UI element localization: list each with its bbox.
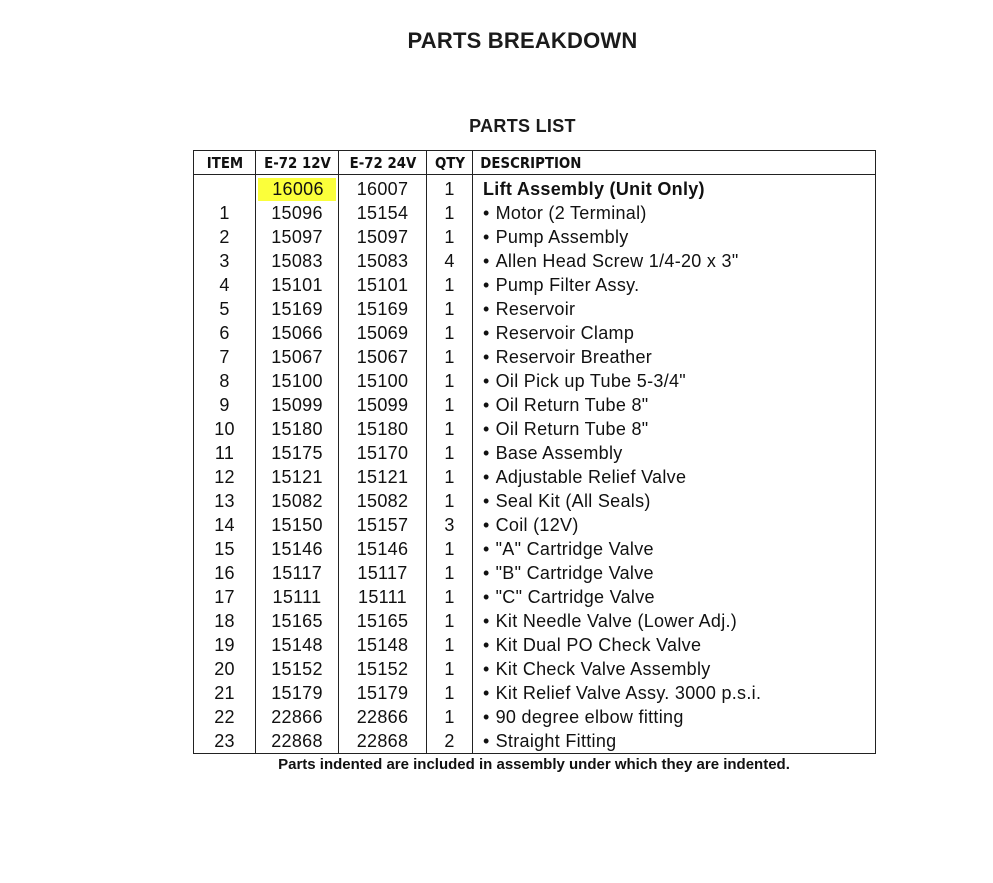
- quantity: 1: [427, 417, 473, 441]
- quantity: 1: [427, 393, 473, 417]
- item-number: 14: [194, 513, 256, 537]
- item-number: 20: [194, 657, 256, 681]
- item-number: 17: [194, 585, 256, 609]
- bullet-icon: •: [483, 730, 490, 751]
- quantity: 1: [427, 681, 473, 705]
- part-number-24v: 15152: [339, 657, 427, 681]
- part-number-12v: [256, 465, 339, 489]
- item-number: 12: [194, 465, 256, 489]
- quantity: 1: [427, 175, 473, 202]
- item-number: 8: [194, 369, 256, 393]
- bullet-icon: •: [483, 634, 490, 655]
- description-text: Motor (2 Terminal): [495, 202, 647, 223]
- parts-table-body: [194, 175, 876, 754]
- part-number-24v: 15067: [339, 345, 427, 369]
- description: [473, 489, 876, 513]
- bullet-icon: •: [483, 274, 490, 295]
- description: [473, 417, 876, 441]
- part-number-12v-value: 15111: [272, 586, 322, 607]
- quantity: 3: [427, 513, 473, 537]
- part-number-24v: 15180: [339, 417, 427, 441]
- bullet-icon: •: [483, 346, 490, 367]
- part-number-12v-value: 15100: [271, 370, 323, 391]
- bullet-icon: •: [483, 322, 490, 343]
- quantity: 2: [427, 729, 473, 754]
- part-number-12v-value: 22868: [271, 730, 323, 751]
- table-row: [194, 561, 876, 585]
- description-text: Coil (12V): [495, 514, 579, 535]
- part-number-12v-value: 15082: [271, 490, 323, 511]
- part-number-24v: 15083: [339, 249, 427, 273]
- part-number-24v: 15148: [339, 633, 427, 657]
- part-number-24v: 15101: [339, 273, 427, 297]
- table-row: [194, 393, 876, 417]
- part-number-24v: 15121: [339, 465, 427, 489]
- part-number-12v: [256, 225, 339, 249]
- part-number-12v: [256, 585, 339, 609]
- description: [473, 681, 876, 705]
- part-number-12v: [256, 417, 339, 441]
- item-number: 23: [194, 729, 256, 754]
- item-number: 13: [194, 489, 256, 513]
- part-number-12v-value: 15165: [271, 610, 323, 631]
- bullet-icon: •: [483, 610, 490, 631]
- part-number-12v: [256, 249, 339, 273]
- part-number-12v-value: 15101: [271, 274, 323, 295]
- description-text: Seal Kit (All Seals): [495, 490, 651, 511]
- table-row: [194, 609, 876, 633]
- part-number-24v: 15157: [339, 513, 427, 537]
- quantity: 4: [427, 249, 473, 273]
- table-row: [194, 657, 876, 681]
- table-row: [194, 633, 876, 657]
- quantity: 1: [427, 369, 473, 393]
- part-number-12v-value: 15099: [271, 394, 323, 415]
- description: [473, 321, 876, 345]
- description-text: Kit Check Valve Assembly: [495, 658, 711, 679]
- description: [473, 201, 876, 225]
- part-number-12v: [256, 369, 339, 393]
- description-text: Lift Assembly (Unit Only): [483, 178, 705, 199]
- header-item: ITEM: [198, 151, 251, 175]
- item-number: [194, 175, 256, 202]
- part-number-24v: 15097: [339, 225, 427, 249]
- description-text: Reservoir Clamp: [495, 322, 635, 343]
- part-number-24v: 15169: [339, 297, 427, 321]
- part-number-12v: [256, 729, 339, 754]
- quantity: 1: [427, 273, 473, 297]
- footnote: Parts indented are included in assembly under which they are indented.: [278, 756, 790, 773]
- quantity: 1: [427, 225, 473, 249]
- item-number: 16: [194, 561, 256, 585]
- quantity: 1: [427, 465, 473, 489]
- item-number: 1: [194, 201, 256, 225]
- table-row: [194, 417, 876, 441]
- table-row: [194, 175, 876, 202]
- parts-list-title: PARTS LIST: [469, 116, 576, 136]
- item-number: 5: [194, 297, 256, 321]
- description-text: Kit Needle Valve (Lower Adj.): [495, 610, 738, 631]
- item-number: 7: [194, 345, 256, 369]
- description: [473, 369, 876, 393]
- table-row: [194, 705, 876, 729]
- part-number-24v: 15111: [339, 585, 427, 609]
- quantity: 1: [427, 609, 473, 633]
- page-title: PARTS BREAKDOWN: [407, 28, 638, 53]
- part-number-12v: [256, 345, 339, 369]
- description-text: Pump Assembly: [495, 226, 629, 247]
- description: [473, 273, 876, 297]
- part-number-12v: [256, 175, 339, 202]
- quantity: 1: [427, 561, 473, 585]
- item-number: 3: [194, 249, 256, 273]
- table-row: [194, 513, 876, 537]
- part-number-12v-value: 22866: [271, 706, 323, 727]
- description-text: "B" Cartridge Valve: [495, 562, 654, 583]
- bullet-icon: •: [483, 562, 490, 583]
- part-number-24v: 15165: [339, 609, 427, 633]
- table-row: [194, 321, 876, 345]
- table-row: [194, 201, 876, 225]
- parts-table: [193, 150, 876, 754]
- bullet-icon: •: [483, 394, 490, 415]
- description-text: Reservoir: [495, 298, 576, 319]
- description: [473, 441, 876, 465]
- part-number-12v: [256, 537, 339, 561]
- header-description: DESCRIPTION: [473, 151, 820, 175]
- bullet-icon: •: [483, 250, 490, 271]
- item-number: 10: [194, 417, 256, 441]
- part-number-12v: [256, 273, 339, 297]
- part-number-24v: 22866: [339, 705, 427, 729]
- description: [473, 225, 876, 249]
- part-number-12v-value: 15066: [271, 322, 323, 343]
- item-number: 11: [194, 441, 256, 465]
- description-text: Straight Fitting: [495, 730, 617, 751]
- part-number-24v: 15100: [339, 369, 427, 393]
- quantity: 1: [427, 705, 473, 729]
- bullet-icon: •: [483, 202, 490, 223]
- description-text: Base Assembly: [495, 442, 623, 463]
- part-number-24v: 22868: [339, 729, 427, 754]
- bullet-icon: •: [483, 490, 490, 511]
- header-row: [194, 151, 876, 175]
- description: [473, 249, 876, 273]
- bullet-icon: •: [483, 370, 490, 391]
- table-row: [194, 369, 876, 393]
- bullet-icon: •: [483, 418, 490, 439]
- item-number: 21: [194, 681, 256, 705]
- description-text: Reservoir Breather: [495, 346, 653, 367]
- part-number-12v: [256, 657, 339, 681]
- table-row: [194, 225, 876, 249]
- description-text: Kit Relief Valve Assy. 3000 p.s.i.: [495, 682, 762, 703]
- part-number-24v: 15069: [339, 321, 427, 345]
- bullet-icon: •: [483, 514, 490, 535]
- part-number-12v: [256, 201, 339, 225]
- table-row: [194, 345, 876, 369]
- part-number-12v-value: 15146: [271, 538, 323, 559]
- bullet-icon: •: [483, 298, 490, 319]
- description: [473, 561, 876, 585]
- bullet-icon: •: [483, 466, 490, 487]
- part-number-12v: [256, 393, 339, 417]
- table-row: [194, 537, 876, 561]
- part-number-12v-value: 15096: [271, 202, 323, 223]
- table-row: [194, 489, 876, 513]
- quantity: 1: [427, 321, 473, 345]
- part-number-24v: 15179: [339, 681, 427, 705]
- part-number-12v-value: 15067: [271, 346, 323, 367]
- quantity: 1: [427, 657, 473, 681]
- description-text: Adjustable Relief Valve: [495, 466, 687, 487]
- part-number-12v: [256, 633, 339, 657]
- header-e72-12v: E-72 12V: [261, 151, 332, 175]
- description-text: "A" Cartridge Valve: [495, 538, 654, 559]
- description-text: Kit Dual PO Check Valve: [495, 634, 702, 655]
- part-number-12v-value: 15121: [271, 466, 323, 487]
- bullet-icon: •: [483, 538, 490, 559]
- part-number-24v: 15146: [339, 537, 427, 561]
- part-number-12v-value: 15097: [271, 226, 323, 247]
- description-text: 90 degree elbow fitting: [495, 706, 684, 727]
- description-text: Oil Pick up Tube 5-3/4": [495, 370, 686, 391]
- header-qty: QTY: [430, 151, 470, 175]
- part-number-12v: [256, 321, 339, 345]
- description: [473, 729, 876, 754]
- part-number-24v: 15154: [339, 201, 427, 225]
- quantity: 1: [427, 633, 473, 657]
- table-row: [194, 441, 876, 465]
- part-number-12v: [256, 705, 339, 729]
- bullet-icon: •: [483, 442, 490, 463]
- item-number: 15: [194, 537, 256, 561]
- item-number: 19: [194, 633, 256, 657]
- header-e72-24v: E-72 24V: [345, 151, 421, 175]
- description: [473, 609, 876, 633]
- bullet-icon: •: [483, 586, 490, 607]
- quantity: 1: [427, 441, 473, 465]
- quantity: 1: [427, 345, 473, 369]
- part-number-12v: [256, 609, 339, 633]
- description: [473, 297, 876, 321]
- table-row: [194, 681, 876, 705]
- bullet-icon: •: [483, 226, 490, 247]
- table-row: [194, 585, 876, 609]
- description: [473, 633, 876, 657]
- table-row: [194, 465, 876, 489]
- description: [473, 705, 876, 729]
- description: [473, 393, 876, 417]
- description-text: "C" Cartridge Valve: [495, 586, 655, 607]
- item-number: 18: [194, 609, 256, 633]
- part-number-12v-value: 15179: [271, 682, 323, 703]
- part-number-12v-value: 15175: [271, 442, 323, 463]
- description: [473, 465, 876, 489]
- item-number: 4: [194, 273, 256, 297]
- part-number-12v-value: 15083: [271, 250, 323, 271]
- part-number-24v: 16007: [339, 175, 427, 202]
- item-number: 22: [194, 705, 256, 729]
- description: [473, 585, 876, 609]
- description-text: Oil Return Tube 8": [495, 394, 649, 415]
- item-number: 6: [194, 321, 256, 345]
- part-number-12v-value: 15180: [271, 418, 323, 439]
- description: [473, 345, 876, 369]
- part-number-24v: 15082: [339, 489, 427, 513]
- item-number: 2: [194, 225, 256, 249]
- description-text: Allen Head Screw 1/4-20 x 3": [495, 250, 739, 271]
- highlighted-part-number: 16006: [258, 178, 336, 201]
- quantity: 1: [427, 297, 473, 321]
- part-number-12v-value: 15150: [271, 514, 323, 535]
- part-number-12v: [256, 561, 339, 585]
- part-number-24v: 15170: [339, 441, 427, 465]
- bullet-icon: •: [483, 658, 490, 679]
- part-number-12v: [256, 513, 339, 537]
- description-text: Oil Return Tube 8": [495, 418, 649, 439]
- description: [473, 175, 876, 202]
- description: [473, 657, 876, 681]
- part-number-12v: [256, 297, 339, 321]
- part-number-12v-value: 15152: [271, 658, 323, 679]
- bullet-icon: •: [483, 682, 490, 703]
- item-number: 9: [194, 393, 256, 417]
- table-row: [194, 297, 876, 321]
- description-text: Pump Filter Assy.: [495, 274, 640, 295]
- part-number-12v-value: 15117: [271, 562, 323, 583]
- description: [473, 537, 876, 561]
- part-number-12v: [256, 441, 339, 465]
- part-number-12v: [256, 489, 339, 513]
- part-number-24v: 15099: [339, 393, 427, 417]
- bullet-icon: •: [483, 706, 490, 727]
- table-row: [194, 729, 876, 754]
- description: [473, 513, 876, 537]
- table-row: [194, 249, 876, 273]
- quantity: 1: [427, 489, 473, 513]
- table-row: [194, 273, 876, 297]
- part-number-12v: [256, 681, 339, 705]
- part-number-12v-value: 15169: [271, 298, 323, 319]
- quantity: 1: [427, 201, 473, 225]
- part-number-12v-value: 15148: [271, 634, 323, 655]
- quantity: 1: [427, 585, 473, 609]
- part-number-24v: 15117: [339, 561, 427, 585]
- quantity: 1: [427, 537, 473, 561]
